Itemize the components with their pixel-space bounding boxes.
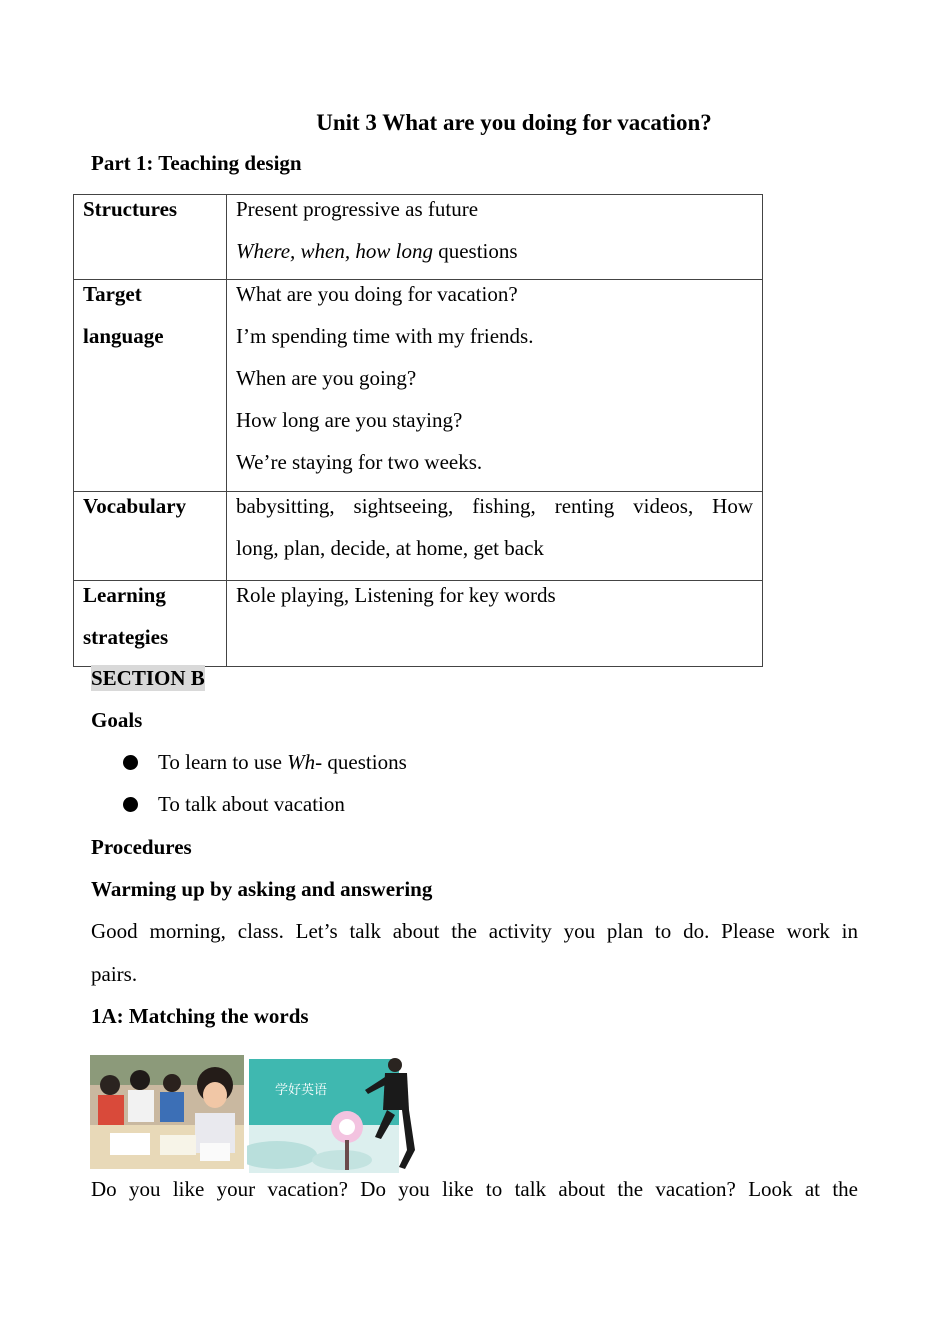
- target-line: What are you doing for vacation?: [236, 282, 518, 306]
- table-label-cell: [74, 492, 227, 581]
- closing-paragraph-line: Do you like your vacation? Do you like to talk about the vacation? Look at the: [91, 1177, 858, 1201]
- structures-line: [236, 237, 753, 279]
- structures-label: Structures: [83, 197, 178, 221]
- vocabulary-line: babysitting, sightseeing, fishing, renting videos, How: [236, 494, 753, 518]
- part1-heading: Part 1: Teaching design: [91, 151, 302, 175]
- target-line: How long are you staying?: [236, 408, 463, 432]
- vocabulary-line: long, plan, decide, at home, get back: [236, 536, 544, 560]
- teaching-design-table: [73, 194, 763, 667]
- table-label-cell: [74, 581, 227, 667]
- page-title: Unit 3 What are you doing for vacation?: [316, 110, 712, 135]
- warmup-paragraph-line: Good morning, class. Let’s talk about the activity you plan to do. Please work in: [91, 919, 858, 943]
- structures-line: Present progressive as future: [236, 197, 479, 221]
- learn-english-image: [247, 1055, 420, 1173]
- strategies-text: Role playing, Listening for key words: [236, 583, 556, 607]
- warmup-paragraph-line: pairs.: [91, 962, 138, 986]
- goals-heading: Goals: [91, 708, 143, 732]
- procedures-heading: Procedures: [91, 835, 192, 859]
- table-label-cell: [74, 280, 227, 492]
- bullet-icon: [123, 797, 138, 812]
- plain-text: questions: [432, 239, 518, 263]
- section-b-heading: SECTION B: [91, 666, 205, 690]
- strategies-label: Learning: [83, 583, 166, 607]
- target-line: I’m spending time with my friends.: [236, 324, 534, 348]
- students-reading-image: [90, 1055, 244, 1169]
- learn-english-illustration: [247, 1055, 420, 1173]
- italic-text: Where, when, how long: [236, 239, 433, 263]
- target-label: language: [83, 324, 164, 348]
- warmup-heading: Warming up by asking and answering: [91, 877, 433, 901]
- table-content-cell: [227, 581, 763, 667]
- table-row: [74, 581, 763, 667]
- table-row: [74, 280, 763, 492]
- table-content-cell: [227, 280, 763, 492]
- vocabulary-label: Vocabulary: [83, 494, 187, 518]
- table-content-cell: [227, 195, 763, 280]
- italic-text: Wh: [287, 750, 316, 774]
- learn-english-caption: 学好英语: [275, 1083, 328, 1098]
- matching-heading: 1A: Matching the words: [91, 1004, 309, 1028]
- target-line: We’re staying for two weeks.: [236, 450, 483, 474]
- table-label-cell: [74, 195, 227, 280]
- plain-text: - questions: [315, 750, 407, 774]
- target-line: When are you going?: [236, 366, 417, 390]
- goal-item: To talk about vacation: [158, 792, 345, 816]
- table-row: [74, 492, 763, 581]
- strategies-label: strategies: [83, 625, 169, 649]
- plain-text: To learn to use: [158, 750, 288, 774]
- goal-item: [158, 750, 407, 775]
- target-label: Target: [83, 282, 142, 306]
- students-reading-illustration: [90, 1055, 244, 1169]
- bullet-icon: [123, 755, 138, 770]
- table-row: [74, 195, 763, 280]
- table-content-cell: [227, 492, 763, 581]
